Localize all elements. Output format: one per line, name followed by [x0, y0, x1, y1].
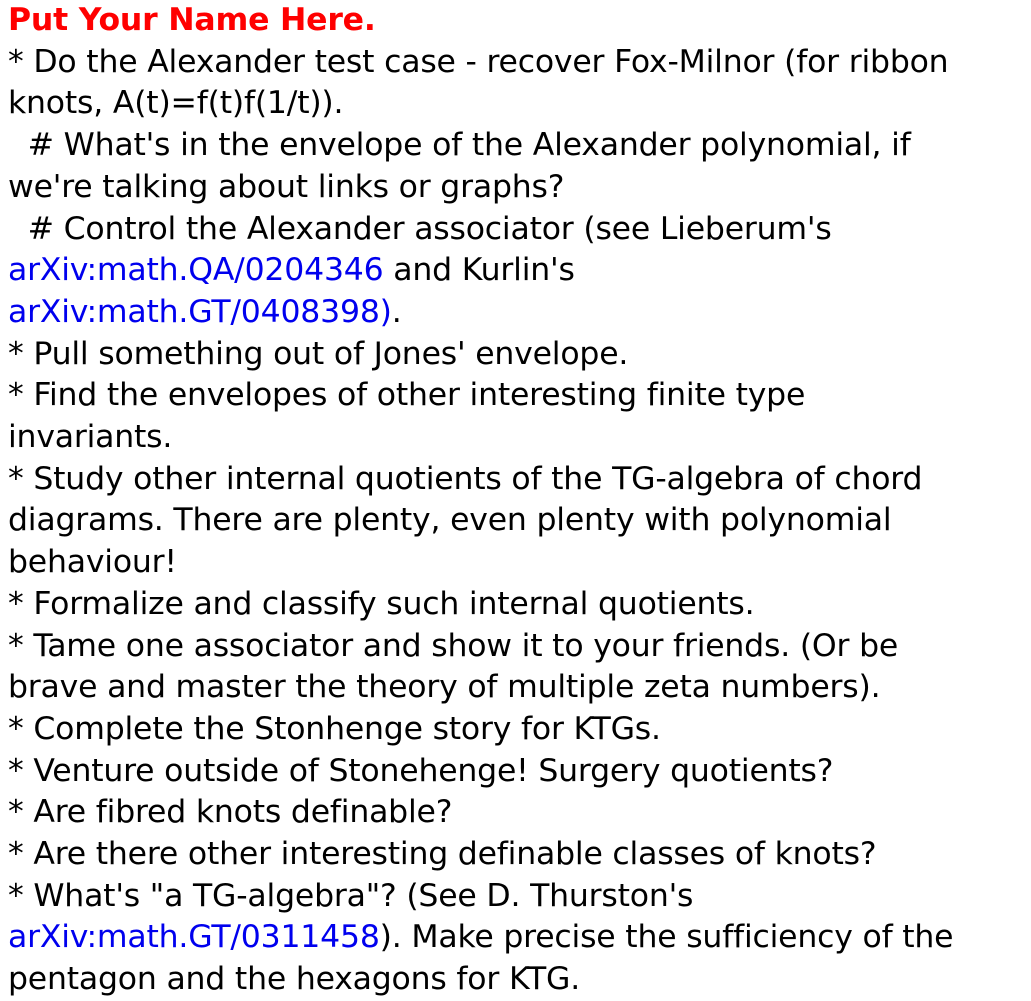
text-line: behaviour!: [8, 544, 177, 581]
text-line: * Are fibred knots definable?: [8, 794, 453, 831]
text-line: pentagon and the hexagons for KTG.: [8, 961, 581, 998]
text-line: we're talking about links or graphs?: [8, 168, 565, 205]
text-line: * Tame one associator and show it to your friends. (Or be: [8, 627, 899, 664]
page-title: Put Your Name Here.: [8, 2, 376, 38]
text-line: diagrams. There are plenty, even plenty with polynomial: [8, 502, 892, 539]
reference-line: [8, 917, 1028, 959]
text-line: knots, A(t)=f(t)f(1/t)).: [8, 85, 344, 122]
reference-suffix: .: [391, 293, 402, 330]
arxiv-link-qa-0204346[interactable]: arXiv:math.QA/0204346: [8, 252, 384, 289]
text-line: * Venture outside of Stonehenge! Surgery quotients?: [8, 752, 834, 789]
text-line: # What's in the envelope of the Alexander polynomial, if: [8, 127, 911, 164]
text-line: # Control the Alexander associator (see Lieberum's: [8, 210, 832, 247]
arxiv-link-gt-0311458[interactable]: arXiv:math.GT/0311458: [8, 919, 380, 956]
text-line: * Are there other interesting definable classes of knots?: [8, 836, 877, 873]
text-line: * What's "a TG-algebra"? (See D. Thurston's: [8, 877, 694, 914]
document-body: [8, 0, 1028, 1001]
text-line: * Study other internal quotients of the TG-algebra of chord: [8, 460, 923, 497]
reference-suffix: and Kurlin's: [383, 252, 575, 289]
text-line: invariants.: [8, 419, 173, 456]
arxiv-link-gt-0408398[interactable]: arXiv:math.GT/0408398): [8, 293, 392, 330]
reference-line: [8, 250, 1028, 292]
text-line: * Find the envelopes of other interesting finite type: [8, 377, 806, 414]
text-line: * Formalize and classify such internal quotients.: [8, 585, 755, 622]
text-line: * Pull something out of Jones' envelope.: [8, 335, 629, 372]
reference-suffix: ). Make precise the sufficiency of the: [379, 919, 954, 956]
text-line: * Complete the Stonhenge story for KTGs.: [8, 710, 661, 747]
reference-line: [8, 292, 1028, 334]
text-line: * Do the Alexander test case - recover Fox-Milnor (for ribbon: [8, 43, 949, 80]
text-line: brave and master the theory of multiple zeta numbers).: [8, 669, 881, 706]
